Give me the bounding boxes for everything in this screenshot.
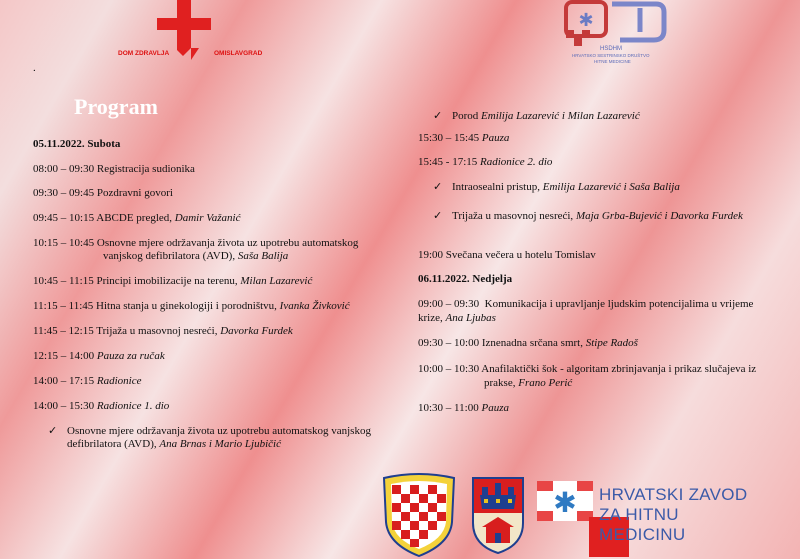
label: Trijaža u masovnoj nesreći, [96,325,218,337]
time: 08:00 – 09:30 [33,163,95,175]
schedule-item-8 [33,349,165,363]
schedule-item-5 [33,274,312,288]
speaker: Damir Važanić [174,212,241,224]
speaker: Davorka Furdek [220,325,293,337]
label: krize, [418,312,443,324]
trijaza-item [452,209,743,223]
label: Pozdravni govori [96,187,173,199]
coat-of-arms-castle-icon [470,475,526,555]
svg-text:✱: ✱ [578,10,594,31]
speaker: Frano Perić [518,377,573,389]
label: Pauza [481,132,510,144]
workshop1-line1: Osnovne mjere održavanja života uz upotrebu automatskog vanjskog [67,425,371,437]
schedule-item-4 [33,236,358,250]
schedule-item-1 [33,162,195,176]
hsdhm-caption: HSDHM [600,46,622,52]
schedule-item-6 [33,299,350,313]
speaker: Saša Balija [237,250,289,262]
time: 15:45 - 17:15 [418,156,478,168]
schedule-item-9 [33,374,141,388]
label: Porod [452,110,479,122]
red-cross-icon [155,0,215,68]
speaker: Pauza za ručak [96,350,165,362]
label: ABCDE pregled, [96,212,173,224]
time: 09:30 – 09:45 [33,187,95,199]
hsdhm-logo [560,0,670,70]
speaker: Ivanka Živković [279,300,350,312]
speaker: Radionice [96,375,142,387]
check-icon: ✓ [48,425,58,437]
dz-left-text: DOM ZDRAVLJA [118,50,170,57]
day2-item-1 [418,297,753,311]
time: 10:30 – 11:00 [418,402,479,414]
hsdhm-sub2: HITNE MEDICINE [594,59,631,64]
label: defibrilatora (AVD), [67,438,157,450]
page-title: Program [74,94,158,119]
label: vanjskog defibrilatora (AVD), [103,250,236,262]
radionice2-item [418,155,552,169]
label: Radionice 2. dio [480,156,553,168]
hsdhm-emblem-icon [560,0,670,52]
dz-right-text: OMISLAVGRAD [214,50,263,57]
hzhm-line1: HRVATSKI ZAVOD [599,485,748,504]
star-glyph: ✱ [553,486,577,519]
label: Pauza [481,402,509,414]
label: Komunikacija i upravljanje ljudskim potencijalima u vrijeme [484,298,754,310]
workshop1-line2 [67,437,281,451]
hzhm-line2: ZA HITNU MEDICINU [599,505,686,544]
speaker: Emilija Lazarević i Saša Balija [542,181,680,193]
label: Principi imobilizacije na terenu, [96,275,238,287]
time: 11:15 – 11:45 [33,300,94,312]
porod-item [452,109,640,123]
day2-item-2 [418,336,638,350]
time: 09:45 – 10:15 [33,212,95,224]
label: prakse, [484,377,516,389]
day2-item-1-cont [418,311,496,325]
speaker: Milan Lazarević [240,275,313,287]
speaker: Ana Brnas i Mario Ljubičić [159,438,281,450]
check-icon: ✓ [433,181,443,193]
time: 09:00 – 09:30 [418,298,480,310]
hsdhm-sub1: HRVATSKO SESTRINSKO DRUŠTVO [572,53,650,58]
schedule-item-7 [33,324,293,338]
schedule-item-3 [33,211,241,225]
day1-heading: 05.11.2022. Subota [33,138,121,150]
time: 11:45 – 12:15 [33,325,94,337]
label: Osnovne mjere održavanja života uz upotrebu automatskog [96,237,359,249]
day2-item-3 [418,362,756,376]
day2-item-4 [418,401,509,415]
check-icon: ✓ [433,110,443,122]
time: 14:00 – 15:30 [33,400,95,412]
schedule-item-4-cont [103,249,288,263]
day2-item-3-cont [484,376,572,390]
time: 14:00 – 17:15 [33,375,95,387]
schedule-item-2 [33,186,173,200]
speaker: Radionice 1. dio [96,400,170,412]
label: Anafilaktički šok - algoritam zbrinjavanja i prikaz slučajeva iz [481,363,757,375]
speaker: Emilija Lazarević i Milan Lazarević [481,110,640,122]
dinner-item: 19:00 Svečana večera u hotelu Tomislav [418,249,596,261]
hzhm-logo [537,477,767,557]
speaker: Maja Grba-Bujević i Davorka Furdek [575,210,743,222]
dz-logo [118,0,263,68]
time: 15:30 – 15:45 [418,132,480,144]
speaker: Stipe Radoš [585,337,638,349]
header-dot: . [33,62,36,74]
label: Hitna stanja u ginekologiji i porodništvu, [96,300,277,312]
label: Registracija sudionika [96,163,195,175]
check-icon: ✓ [433,210,443,222]
speaker: Ana Ljubas [445,312,496,324]
pauza-item [418,131,509,145]
label: Trijaža u masovnoj nesreći, [452,210,574,222]
label: Intraosealni pristup, [452,181,540,193]
time: 10:00 – 10:30 [418,363,480,375]
time: 10:15 – 10:45 [33,237,95,249]
time: 09:30 – 10:00 [418,337,480,349]
time: 10:45 – 11:15 [33,275,94,287]
intraos-item [452,180,680,194]
label: Iznenadna srčana smrt, [481,337,583,349]
time: 12:15 – 14:00 [33,350,95,362]
coat-of-arms-checkered-icon [378,472,460,557]
day2-heading: 06.11.2022. Nedjelja [418,273,513,285]
schedule-item-10 [33,399,169,413]
star-of-life-icon [537,477,593,525]
